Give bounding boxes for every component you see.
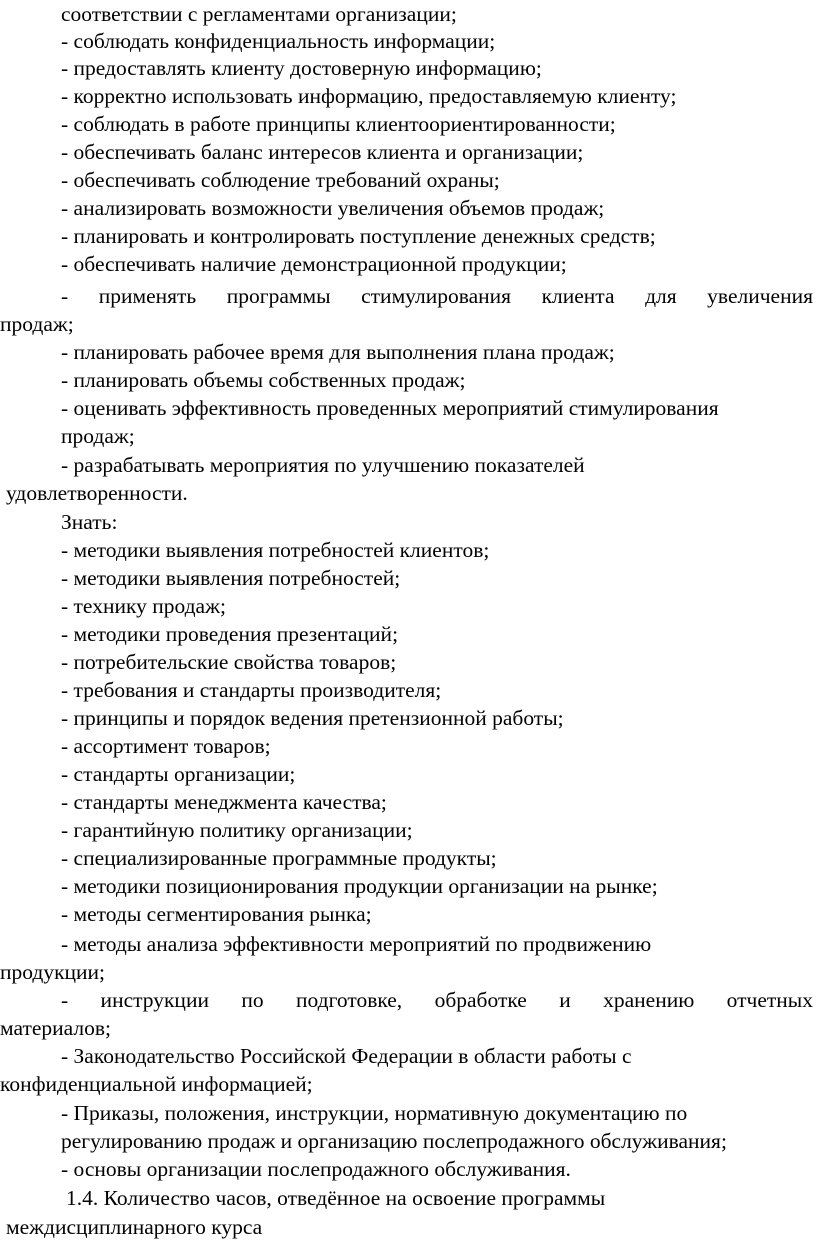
list-item: - инструкции по подготовке, обработке и хранению отчетных: [61, 988, 813, 1012]
list-item: - специализированные программные продукты;: [61, 846, 497, 870]
list-item-continuation: регулированию продаж и организацию послепродажного обслуживания;: [61, 1129, 727, 1153]
list-item: - корректно использовать информацию, предоставляемую клиенту;: [61, 84, 677, 108]
list-item: - применять программы стимулирования клиента для увеличения: [61, 284, 813, 308]
list-item: - соблюдать конфиденциальность информации;: [61, 29, 496, 53]
list-item: - стандарты организации;: [61, 762, 296, 786]
text-line: соответствии с регламентами организации;: [61, 2, 457, 26]
list-item-continuation: удовлетворенности.: [6, 481, 188, 505]
list-item: - принципы и порядок ведения претензионной работы;: [61, 706, 564, 730]
list-item: - требования и стандарты производителя;: [61, 678, 442, 702]
list-item: - методы анализа эффективности мероприятий по продвижению: [61, 932, 652, 956]
section-heading: 1.4. Количество часов, отведённое на освоение программы: [66, 1186, 606, 1210]
list-item-continuation: продаж;: [0, 312, 74, 336]
list-item: - Законодательство Российской Федерации в области работы с: [61, 1044, 632, 1068]
list-item: - Приказы, положения, инструкции, нормативную документацию по: [61, 1101, 688, 1125]
list-item: - планировать рабочее время для выполнения плана продаж;: [61, 340, 615, 364]
list-item-continuation: конфиденциальной информацией;: [0, 1072, 313, 1096]
list-item: - методы сегментирования рынка;: [61, 902, 372, 926]
list-item: - планировать объемы собственных продаж;: [61, 368, 466, 392]
list-item: - гарантийную политику организации;: [61, 818, 413, 842]
list-item: - оценивать эффективность проведенных мероприятий стимулирования: [61, 396, 719, 420]
list-item: - обеспечивать наличие демонстрационной продукции;: [61, 252, 567, 276]
list-item: - разрабатывать мероприятия по улучшению показателей: [61, 453, 585, 477]
list-item: - ассортимент товаров;: [61, 734, 271, 758]
section-heading-continuation: междисциплинарного курса: [6, 1215, 263, 1239]
list-item: - основы организации послепродажного обслуживания.: [61, 1157, 571, 1181]
list-item: - стандарты менеджмента качества;: [61, 790, 387, 814]
list-item: - планировать и контролировать поступление денежных средств;: [61, 224, 656, 248]
list-item-continuation: продаж;: [61, 424, 135, 448]
list-item-continuation: материалов;: [0, 1016, 111, 1040]
list-item: - предоставлять клиенту достоверную информацию;: [61, 56, 542, 80]
list-item: - методики выявления потребностей;: [61, 566, 401, 590]
list-item-continuation: продукции;: [0, 960, 106, 984]
list-item: - методики выявления потребностей клиентов;: [61, 538, 490, 562]
list-item: - обеспечивать баланс интересов клиента и организации;: [61, 140, 584, 164]
section-heading: Знать:: [61, 510, 118, 534]
list-item: - обеспечивать соблюдение требований охраны;: [61, 168, 500, 192]
list-item: - потребительские свойства товаров;: [61, 650, 397, 674]
list-item: - методики позиционирования продукции организации на рынке;: [61, 874, 658, 898]
list-item: - анализировать возможности увеличения объемов продаж;: [61, 196, 605, 220]
list-item: - технику продаж;: [61, 594, 226, 618]
list-item: - соблюдать в работе принципы клиентоориентированности;: [61, 112, 616, 136]
list-item: - методики проведения презентаций;: [61, 622, 399, 646]
